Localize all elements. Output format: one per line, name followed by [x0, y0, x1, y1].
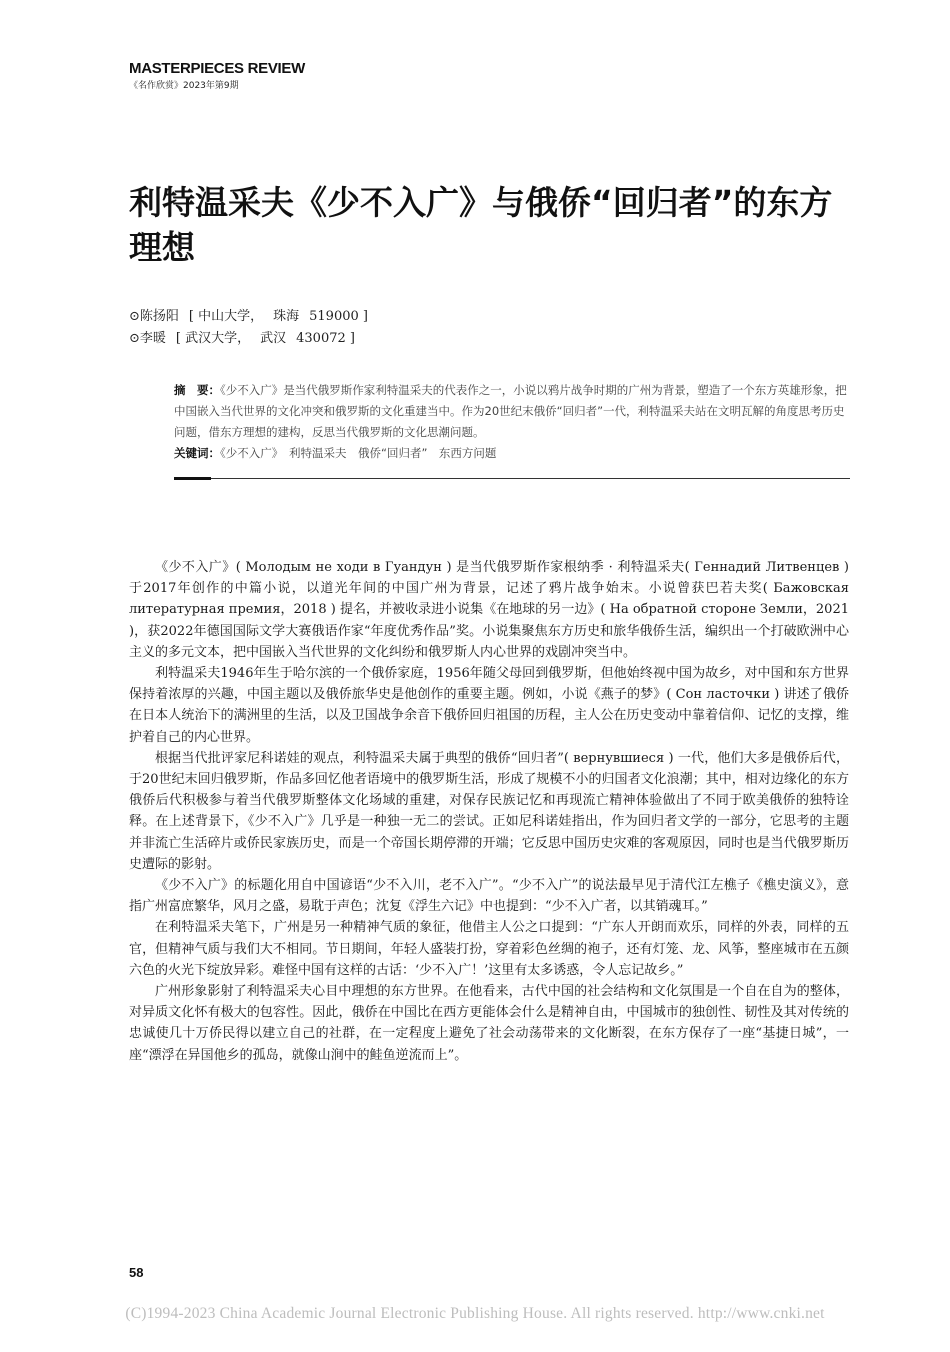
author-line: [129, 327, 365, 346]
author-city: 珠海: [273, 309, 300, 324]
abstract-text: 《少不入广》是当代俄罗斯作家利特温采夫的代表作之一，小说以鸦片战争时期的广州为背景，塑造了一个东方英雄形象，把中国嵌入当代世界的文化冲突和俄罗斯的文化重建当中。作为20世纪末俄侨“回归者”一代，利特温采夫站在文明瓦解的角度思考历史问题，借东方理想的建构，反思当代俄罗斯的文化思潮问题。: [174, 383, 847, 439]
article-body: [129, 557, 849, 1066]
journal-issue: 《名作欣赏》2023年第9期: [129, 81, 239, 91]
abstract-divider-accent: [174, 477, 211, 480]
body-paragraph: 广州形象影射了利特温采夫心目中理想的东方世界。在他看来，古代中国的社会结构和文化氛围是一个自在自为的整体，对异质文化怀有极大的包容性。因此，俄侨在中国比在西方更能体会什么是精神自由，中国城市的独创性、韧性及其对传统的忠诚使几十万侨民得以建立自己的社群，在一定程度上避免了社会动荡带来的文化断裂，在东方保存了一座“基捷日城”，一座“漂浮在异国他乡的孤岛，就像山涧中的鲑鱼逆流而上”。: [129, 984, 849, 1063]
author-name: ⊙李暖: [129, 331, 166, 346]
body-paragraph: 《少不入广》( Молодым не ходи в Гуандун ) 是当代俄罗斯作家根纳季 · 利特温采夫( Геннадий Литвенцев ) 于2017年创作的中篇小说，以道光年间的中国广州为背景，记述了鸦片战争始末。小说曾获巴若夫奖( Бажовская литературная премия，2018 ) 提名，并被收录进小说集《在地球的另一边》( На обратной стороне Земли，2021 )，获2022年德国国际文学大赛俄语作家“年度优秀作品”奖。小说集聚焦东方历史和旅华俄侨生活，编织出一个打破欧洲中心主义的多元文本，把中国嵌入当代世界的文化纠纷和俄罗斯人内心世界的戏剧冲突当中。: [129, 560, 849, 660]
author-affiliation: [ 武汉大学，: [175, 331, 251, 346]
abstract-divider: [174, 478, 850, 479]
author-affiliation: [ 中山大学，: [188, 309, 264, 324]
author-postcode: 430072 ]: [296, 331, 355, 346]
page-number: 58: [129, 1265, 144, 1280]
body-paragraph: 在利特温采夫笔下，广州是另一种精神气质的象征，他借主人公之口提到：“广东人开朗而欢乐，同样的外表，同样的五官，但精神气质与我们大不相同。节日期间，年轻人盛装打扮，穿着彩色丝绸的袍子，还有灯笼、龙、风筝，整座城市在五颜六色的火光下绽放异彩。难怪中国有这样的古话：‘少不入广！’这里有太多诱惑，令人忘记故乡。”: [129, 920, 849, 978]
copyright-watermark: (C)1994-2023 China Academic Journal Electronic Publishing House. All rights reserved. http://www.cnki.net: [125, 1305, 825, 1322]
abstract-label: 摘 要：: [174, 383, 220, 397]
journal-name: MASTERPIECES REVIEW: [129, 60, 305, 77]
abstract: [174, 380, 850, 464]
body-paragraph: 根据当代批评家尼科诺娃的观点，利特温采夫属于典型的俄侨“回归者”( вернувшиеся ) 一代，他们大多是俄侨后代，于20世纪末回归俄罗斯，作品多回忆他者语境中的俄罗斯生活，形成了规模不小的归国者文化浪潮；其中，相对边缘化的东方俄侨后代积极参与着当代俄罗斯整体文化场域的重建，对保存民族记忆和再现流亡精神体验做出了不同于欧美俄侨的独特诠释。在上述背景下，《少不入广》几乎是一种独一无二的尝试。正如尼科诺娃指出，作为回归者文学的一部分，它思考的主题并非流亡生活碎片或侨民家族历史，而是一个帝国长期停滞的开端；它反思中国历史灾难的客观原因，同时也是当代俄罗斯历史遭际的影射。: [129, 750, 849, 872]
author-line: [129, 305, 378, 324]
keywords-label: 关键词：: [174, 446, 220, 460]
body-paragraph: 利特温采夫1946年生于哈尔滨的一个俄侨家庭，1956年随父母回到俄罗斯，但他始终视中国为故乡，对中国和东方世界保持着浓厚的兴趣，中国主题以及俄侨旅华史是他创作的重要主题。例如，小说《燕子的梦》( Сон ласточки ) 讲述了俄侨在日本人统治下的满洲里的生活，以及卫国战争余音下俄侨回归祖国的历程，主人公在历史变动中靠着信仰、记忆的支撑，维护着自己的内心世界。: [129, 666, 849, 745]
author-city: 武汉: [260, 331, 287, 346]
keywords-text: 《少不入广》 利特温采夫 俄侨“回归者” 东西方问题: [220, 446, 497, 460]
body-paragraph: 《少不入广》的标题化用自中国谚语“少不入川，老不入广”。“少不入广”的说法最早见于清代江左樵子《樵史演义》，意指广州富庶繁华，风月之盛，易耽于声色；沈复《浮生六记》中也提到：“少不入广者，以其销魂耳。”: [129, 878, 849, 915]
author-name: ⊙陈扬阳: [129, 309, 179, 324]
article-title: 利特温采夫《少不入广》与俄侨“回归者”的东方理想: [129, 183, 833, 267]
author-postcode: 519000 ]: [309, 309, 368, 324]
